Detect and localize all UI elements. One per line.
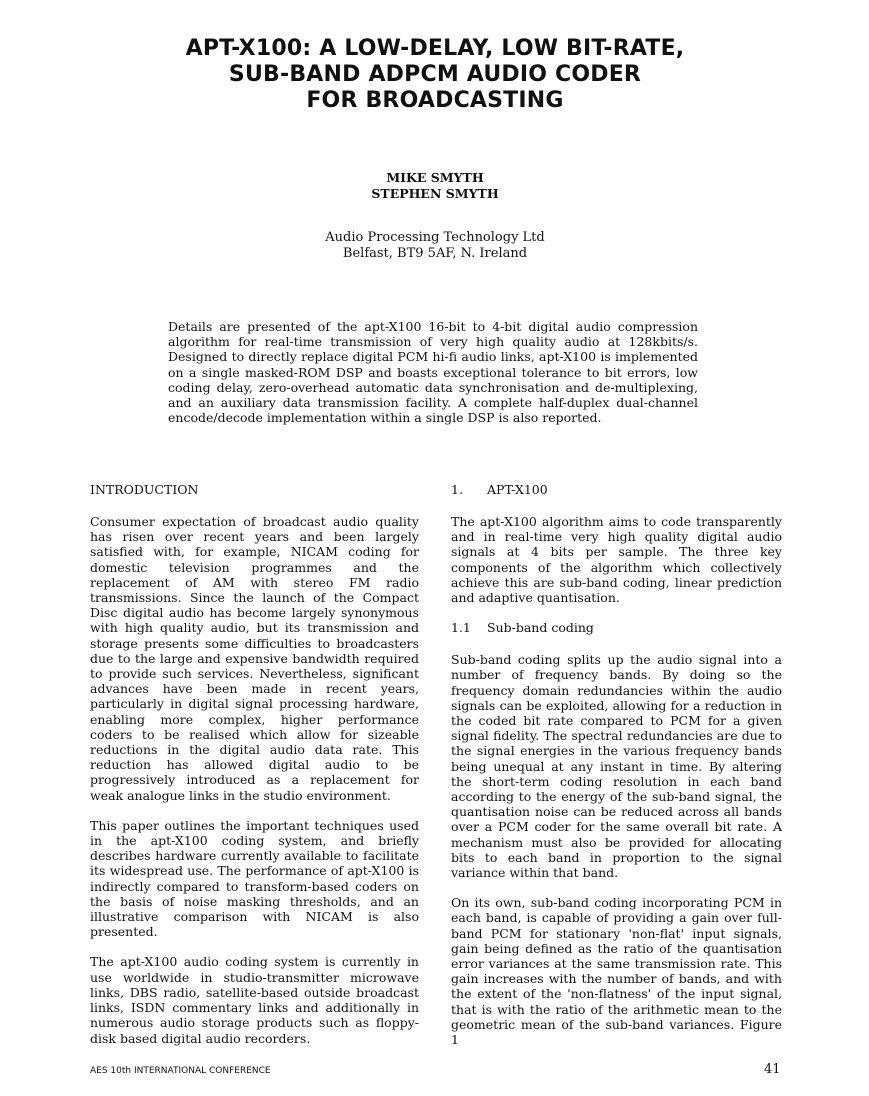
subsection-title: Sub-band coding: [487, 620, 594, 636]
affiliation: [100, 230, 770, 262]
right-column: [451, 482, 782, 1062]
section-paragraph: The apt-X100 algorithm aims to code transparently and in real-time very high quality digital audio signals at 4 bits per sample. The three key components of the algorithm which collectively achieve this are sub-band coding, linear prediction and adaptive quantisation.: [451, 514, 782, 606]
affiliation-org: Audio Processing Technology Ltd: [325, 230, 545, 245]
section-title: APT-X100: [487, 482, 548, 497]
subsection-heading: [451, 620, 782, 636]
intro-paragraph-2: This paper outlines the important techniques used in the apt-X100 coding system, and briefly describes hardware currently available to facilitate its widespread use. The performance of apt-X100 is indirectly compared to transform-based coders on the basis of noise masking thresholds, and an illustrative comparison with NICAM is also presented.: [90, 817, 419, 940]
subsection-paragraph-1: Sub-band coding splits up the audio signal into a number of frequency bands. By doing so the frequency domain redundancies within the audio signals can be exploited, allowing for a reduction in the coded bit rate compared to PCM for a given signal fidelity. The spectral redundancies are due to the signal energies in the various frequency bands being unequal at any instant in time. By altering the short-term coding resolution in each band according to the energy of the sub-band signal, the quantisation noise can be reduced across all bands over a PCM coder for the same overall bit rate. A mechanism must also be provided for allocating bits to each band in proportion to the signal variance within that band.: [451, 652, 782, 881]
author-2: STEPHEN SMYTH: [371, 186, 499, 201]
section-heading: [451, 482, 782, 498]
page-number: 41: [764, 1062, 781, 1077]
title-line-3: FOR BROADCASTING: [306, 88, 564, 113]
left-column: [90, 482, 419, 1061]
title-line-2: SUB-BAND ADPCM AUDIO CODER: [228, 62, 642, 87]
footer-conference: AES 10th INTERNATIONAL CONFERENCE: [90, 1066, 271, 1076]
author-list: [100, 170, 770, 202]
introduction-heading: INTRODUCTION: [90, 482, 199, 497]
section-number: 1.: [451, 482, 463, 497]
abstract: Details are presented of the apt-X100 16-bit to 4-bit digital audio compression algorithm for real-time transmission of very high quality audio at 128kbits/s. Designed to directly replace digital PCM hi-fi audio links, apt-X100 is implemented on a single masked-ROM DSP and boasts exceptional tolerance to bit errors, low coding delay, zero-overhead automatic data synchronisation and de-multiplexing, and an auxiliary data transmission facility. A complete half-duplex dual-channel encode/decode implementation within a single DSP is also reported.: [168, 319, 698, 426]
author-1: MIKE SMYTH: [386, 170, 484, 185]
subsection-number: 1.1: [451, 620, 471, 636]
intro-paragraph-3: The apt-X100 audio coding system is currently in use worldwide in studio-transmitter microwave links, DBS radio, satellite-based outside broadcast links, ISDN commentary links and additionally in numerous audio storage products such as floppy-disk based digital audio recorders.: [90, 954, 419, 1046]
subsection-paragraph-2: On its own, sub-band coding incorporating PCM in each band, is capable of providing a gain over full-band PCM for stationary 'non-flat' input signals, gain being defined as the ratio of the quantisation error variances at the same transmission rate. This gain increases with the number of bands, and with the extent of the 'non-flatness' of the input signal, that is with the ratio of the arithmetic mean to the geometric mean of the sub-band variances. Figure 1: [451, 895, 782, 1048]
title-line-1: APT-X100: A LOW-DELAY, LOW BIT-RATE,: [185, 36, 685, 61]
paper-title: [100, 36, 770, 114]
affiliation-address: Belfast, BT9 5AF, N. Ireland: [342, 246, 528, 261]
intro-paragraph-1: Consumer expectation of broadcast audio quality has risen over recent years and been largely satisfied with, for example, NICAM coding for domestic television programmes and the replacement of AM with stereo FM radio transmissions. Since the launch of the Compact Disc digital audio has become largely synonymous with high quality audio, but its transmission and storage presents some difficulties to broadcasters due to the large and expensive bandwidth required to provide such services. Nevertheless, significant advances have been made in recent years, particularly in digital signal processing hardware, enabling more complex, higher performance coders to be realised which allow for sizeable reductions in the digital audio data rate. This reduction has allowed digital audio to be progressively introduced as a replacement for weak analogue links in the studio environment.: [90, 514, 419, 803]
